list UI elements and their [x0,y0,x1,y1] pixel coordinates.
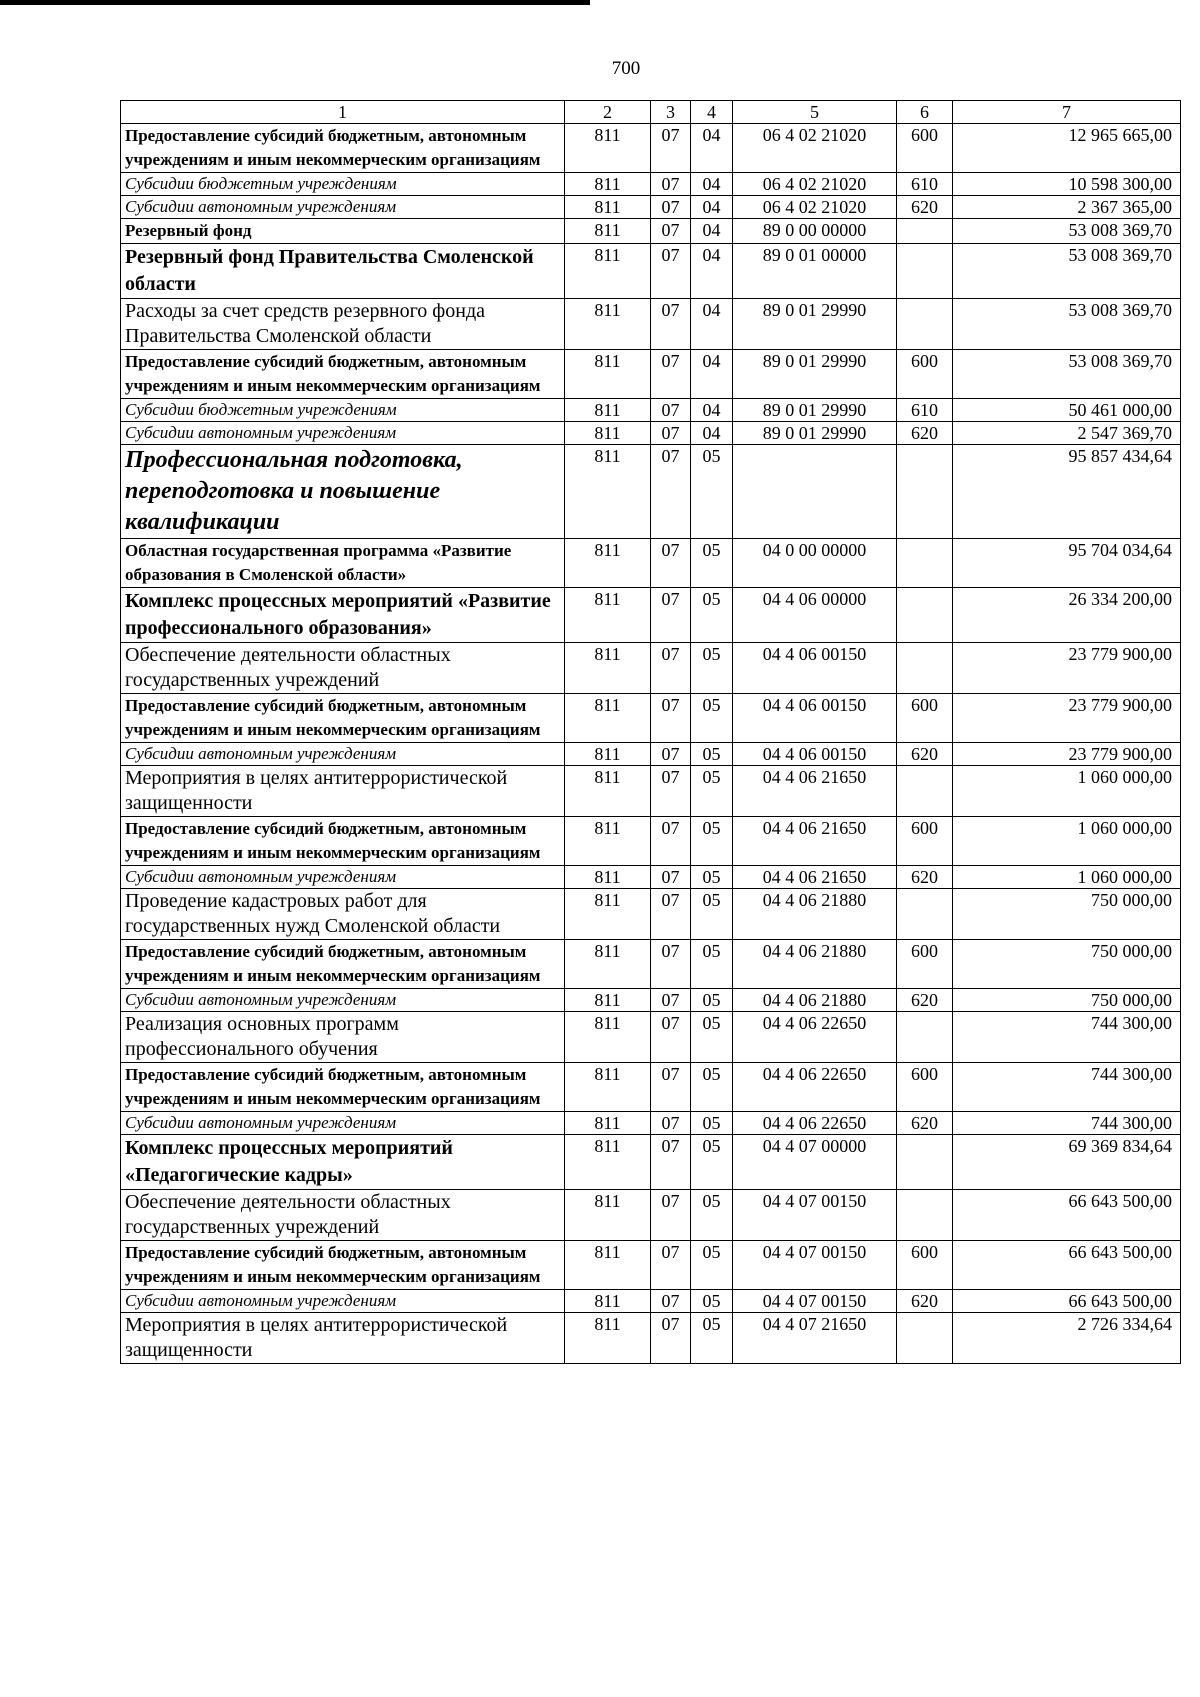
row-section-cell: 07 [651,940,691,989]
header-col-6: 6 [897,101,953,124]
row-expense-type-cell: 620 [897,989,953,1012]
row-ministry-code-cell: 811 [565,445,651,539]
row-section-cell: 07 [651,399,691,422]
row-section-cell: 07 [651,299,691,350]
row-name-cell: Мероприятия в целях антитеррористической защищенности [121,1313,565,1364]
row-target-article-cell: 04 4 06 00150 [733,643,897,694]
row-target-article-cell [733,445,897,539]
row-ministry-code-cell: 811 [565,989,651,1012]
row-expense-type-cell [897,643,953,694]
row-subsection-cell: 05 [691,1290,733,1313]
row-name-cell: Обеспечение деятельности областных государственных учреждений [121,1190,565,1241]
row-expense-type-cell: 600 [897,817,953,866]
row-ministry-code-cell: 811 [565,1063,651,1112]
row-target-article-cell: 06 4 02 21020 [733,196,897,219]
row-subsection-cell: 05 [691,1313,733,1364]
row-expense-type-cell: 620 [897,1290,953,1313]
header-col-4: 4 [691,101,733,124]
row-expense-type-cell [897,1190,953,1241]
row-amount-cell: 744 300,00 [953,1112,1181,1135]
row-target-article-cell: 04 4 06 00150 [733,694,897,743]
row-ministry-code-cell: 811 [565,1290,651,1313]
table-row [121,1063,1181,1112]
row-section-cell: 07 [651,1290,691,1313]
header-col-5: 5 [733,101,897,124]
row-expense-type-cell: 610 [897,173,953,196]
row-expense-type-cell: 620 [897,1112,953,1135]
table-row [121,743,1181,766]
row-name-cell: Субсидии бюджетным учреждениям [121,399,565,422]
row-expense-type-cell: 600 [897,940,953,989]
table-row [121,299,1181,350]
row-subsection-cell: 05 [691,866,733,889]
row-name-cell: Расходы за счет средств резервного фонда Правительства Смоленской области [121,299,565,350]
row-amount-cell: 53 008 369,70 [953,219,1181,244]
row-amount-cell: 12 965 665,00 [953,124,1181,173]
row-expense-type-cell [897,244,953,299]
row-ministry-code-cell: 811 [565,1313,651,1364]
row-subsection-cell: 05 [691,588,733,643]
table-row [121,1190,1181,1241]
row-expense-type-cell: 610 [897,399,953,422]
table-row [121,1313,1181,1364]
row-amount-cell: 10 598 300,00 [953,173,1181,196]
row-target-article-cell: 06 4 02 21020 [733,173,897,196]
row-expense-type-cell: 600 [897,350,953,399]
row-amount-cell: 1 060 000,00 [953,866,1181,889]
row-subsection-cell: 05 [691,766,733,817]
row-name-cell: Резервный фонд [121,219,565,244]
row-target-article-cell: 89 0 01 29990 [733,422,897,445]
row-amount-cell: 2 367 365,00 [953,196,1181,219]
row-expense-type-cell: 620 [897,743,953,766]
row-name-cell: Обеспечение деятельности областных государственных учреждений [121,643,565,694]
row-section-cell: 07 [651,539,691,588]
row-amount-cell: 23 779 900,00 [953,743,1181,766]
row-amount-cell: 95 857 434,64 [953,445,1181,539]
row-ministry-code-cell: 811 [565,350,651,399]
row-ministry-code-cell: 811 [565,1241,651,1290]
row-ministry-code-cell: 811 [565,743,651,766]
row-ministry-code-cell: 811 [565,219,651,244]
row-subsection-cell: 04 [691,350,733,399]
table-row [121,173,1181,196]
row-section-cell: 07 [651,1190,691,1241]
row-section-cell: 07 [651,1135,691,1190]
row-subsection-cell: 04 [691,399,733,422]
row-subsection-cell: 04 [691,124,733,173]
row-subsection-cell: 04 [691,219,733,244]
table-row [121,1135,1181,1190]
row-subsection-cell: 04 [691,244,733,299]
row-section-cell: 07 [651,817,691,866]
row-section-cell: 07 [651,889,691,940]
row-subsection-cell: 05 [691,989,733,1012]
row-name-cell: Субсидии бюджетным учреждениям [121,173,565,196]
row-section-cell: 07 [651,196,691,219]
row-name-cell: Мероприятия в целях антитеррористической защищенности [121,766,565,817]
row-ministry-code-cell: 811 [565,889,651,940]
table-row [121,817,1181,866]
row-amount-cell: 744 300,00 [953,1063,1181,1112]
row-target-article-cell: 04 4 06 21650 [733,766,897,817]
budget-table [120,100,1181,1364]
row-name-cell: Реализация основных программ профессионального обучения [121,1012,565,1063]
table-row [121,350,1181,399]
row-amount-cell: 1 060 000,00 [953,817,1181,866]
row-name-cell: Предоставление субсидий бюджетным, автономным учреждениям и иным некоммерческим организациям [121,350,565,399]
table-row [121,219,1181,244]
row-target-article-cell: 04 4 06 00150 [733,743,897,766]
row-ministry-code-cell: 811 [565,399,651,422]
row-ministry-code-cell: 811 [565,1190,651,1241]
row-section-cell: 07 [651,244,691,299]
row-target-article-cell: 04 4 07 00150 [733,1241,897,1290]
row-expense-type-cell [897,1135,953,1190]
row-expense-type-cell: 620 [897,866,953,889]
table-row [121,422,1181,445]
table-row [121,866,1181,889]
header-col-1: 1 [121,101,565,124]
row-subsection-cell: 04 [691,299,733,350]
row-amount-cell: 26 334 200,00 [953,588,1181,643]
row-section-cell: 07 [651,1241,691,1290]
row-expense-type-cell [897,219,953,244]
row-target-article-cell: 06 4 02 21020 [733,124,897,173]
row-target-article-cell: 04 4 06 22650 [733,1112,897,1135]
row-amount-cell: 744 300,00 [953,1012,1181,1063]
row-section-cell: 07 [651,1012,691,1063]
row-amount-cell: 69 369 834,64 [953,1135,1181,1190]
row-section-cell: 07 [651,866,691,889]
row-section-cell: 07 [651,694,691,743]
row-section-cell: 07 [651,173,691,196]
row-subsection-cell: 05 [691,643,733,694]
row-target-article-cell: 04 4 07 00000 [733,1135,897,1190]
row-amount-cell: 750 000,00 [953,889,1181,940]
row-target-article-cell: 04 4 06 21880 [733,989,897,1012]
row-subsection-cell: 04 [691,196,733,219]
row-name-cell: Проведение кадастровых работ для государственных нужд Смоленской области [121,889,565,940]
row-name-cell: Субсидии автономным учреждениям [121,989,565,1012]
row-name-cell: Субсидии автономным учреждениям [121,743,565,766]
row-name-cell: Предоставление субсидий бюджетным, автономным учреждениям и иным некоммерческим организациям [121,817,565,866]
row-amount-cell: 23 779 900,00 [953,694,1181,743]
row-subsection-cell: 05 [691,1012,733,1063]
header-col-2: 2 [565,101,651,124]
row-ministry-code-cell: 811 [565,643,651,694]
row-subsection-cell: 05 [691,445,733,539]
row-section-cell: 07 [651,766,691,817]
row-amount-cell: 53 008 369,70 [953,244,1181,299]
row-amount-cell: 2 547 369,70 [953,422,1181,445]
header-col-7: 7 [953,101,1181,124]
row-target-article-cell: 04 4 06 22650 [733,1063,897,1112]
row-ministry-code-cell: 811 [565,1112,651,1135]
row-section-cell: 07 [651,350,691,399]
table-row [121,196,1181,219]
row-name-cell: Областная государственная программа «Развитие образования в Смоленской области» [121,539,565,588]
row-target-article-cell: 04 4 06 21650 [733,866,897,889]
row-expense-type-cell: 600 [897,1063,953,1112]
row-expense-type-cell [897,766,953,817]
row-target-article-cell: 04 4 06 22650 [733,1012,897,1063]
row-target-article-cell: 04 4 07 21650 [733,1313,897,1364]
row-target-article-cell: 89 0 01 00000 [733,244,897,299]
row-target-article-cell: 04 4 06 21650 [733,817,897,866]
row-ministry-code-cell: 811 [565,124,651,173]
row-subsection-cell: 05 [691,1063,733,1112]
row-section-cell: 07 [651,1112,691,1135]
row-expense-type-cell: 600 [897,1241,953,1290]
row-name-cell: Предоставление субсидий бюджетным, автономным учреждениям и иным некоммерческим организациям [121,124,565,173]
row-target-article-cell: 89 0 00 00000 [733,219,897,244]
row-ministry-code-cell: 811 [565,817,651,866]
table-row [121,989,1181,1012]
row-target-article-cell: 04 4 07 00150 [733,1290,897,1313]
table-row [121,694,1181,743]
row-expense-type-cell [897,588,953,643]
row-amount-cell: 95 704 034,64 [953,539,1181,588]
row-subsection-cell: 05 [691,817,733,866]
table-row [121,1241,1181,1290]
row-subsection-cell: 05 [691,940,733,989]
table-body [121,124,1181,1364]
row-amount-cell: 1 060 000,00 [953,766,1181,817]
row-target-article-cell: 04 4 06 00000 [733,588,897,643]
row-target-article-cell: 89 0 01 29990 [733,350,897,399]
row-name-cell: Субсидии автономным учреждениям [121,866,565,889]
row-section-cell: 07 [651,445,691,539]
row-ministry-code-cell: 811 [565,1012,651,1063]
row-expense-type-cell: 600 [897,694,953,743]
row-subsection-cell: 05 [691,539,733,588]
table-row [121,244,1181,299]
row-expense-type-cell: 600 [897,124,953,173]
row-subsection-cell: 04 [691,173,733,196]
row-subsection-cell: 05 [691,1135,733,1190]
table-row [121,445,1181,539]
table-row [121,399,1181,422]
row-section-cell: 07 [651,989,691,1012]
row-ministry-code-cell: 811 [565,694,651,743]
table-header-row [121,101,1181,124]
row-amount-cell: 23 779 900,00 [953,643,1181,694]
row-ministry-code-cell: 811 [565,940,651,989]
table-row [121,588,1181,643]
row-amount-cell: 66 643 500,00 [953,1290,1181,1313]
row-expense-type-cell [897,889,953,940]
scan-top-border [0,0,590,5]
row-name-cell: Предоставление субсидий бюджетным, автономным учреждениям и иным некоммерческим организациям [121,694,565,743]
table-row [121,940,1181,989]
row-target-article-cell: 04 4 07 00150 [733,1190,897,1241]
row-subsection-cell: 05 [691,1190,733,1241]
row-expense-type-cell [897,445,953,539]
table-row [121,124,1181,173]
row-name-cell: Профессиональная подготовка, переподготовка и повышение квалификации [121,445,565,539]
row-subsection-cell: 05 [691,694,733,743]
row-ministry-code-cell: 811 [565,588,651,643]
table-row [121,1290,1181,1313]
row-section-cell: 07 [651,219,691,244]
row-amount-cell: 53 008 369,70 [953,350,1181,399]
header-col-3: 3 [651,101,691,124]
row-ministry-code-cell: 811 [565,1135,651,1190]
row-name-cell: Предоставление субсидий бюджетным, автономным учреждениям и иным некоммерческим организациям [121,1063,565,1112]
table-row [121,1112,1181,1135]
table-row [121,643,1181,694]
row-name-cell: Предоставление субсидий бюджетным, автономным учреждениям и иным некоммерческим организациям [121,940,565,989]
row-section-cell: 07 [651,588,691,643]
row-name-cell: Комплекс процессных мероприятий «Педагогические кадры» [121,1135,565,1190]
table-row [121,539,1181,588]
row-expense-type-cell: 620 [897,196,953,219]
table-row [121,1012,1181,1063]
table-row [121,766,1181,817]
row-expense-type-cell [897,1012,953,1063]
row-name-cell: Предоставление субсидий бюджетным, автономным учреждениям и иным некоммерческим организациям [121,1241,565,1290]
row-ministry-code-cell: 811 [565,196,651,219]
row-section-cell: 07 [651,1313,691,1364]
row-name-cell: Резервный фонд Правительства Смоленской области [121,244,565,299]
row-target-article-cell: 04 4 06 21880 [733,940,897,989]
row-subsection-cell: 05 [691,1241,733,1290]
row-section-cell: 07 [651,743,691,766]
row-target-article-cell: 04 0 00 00000 [733,539,897,588]
row-expense-type-cell: 620 [897,422,953,445]
row-expense-type-cell [897,539,953,588]
row-amount-cell: 66 643 500,00 [953,1241,1181,1290]
row-section-cell: 07 [651,124,691,173]
row-section-cell: 07 [651,422,691,445]
row-section-cell: 07 [651,643,691,694]
row-target-article-cell: 04 4 06 21880 [733,889,897,940]
row-name-cell: Субсидии автономным учреждениям [121,422,565,445]
row-section-cell: 07 [651,1063,691,1112]
row-name-cell: Комплекс процессных мероприятий «Развитие профессионального образования» [121,588,565,643]
row-amount-cell: 2 726 334,64 [953,1313,1181,1364]
row-target-article-cell: 89 0 01 29990 [733,299,897,350]
row-target-article-cell: 89 0 01 29990 [733,399,897,422]
page-number: 700 [611,58,641,79]
row-ministry-code-cell: 811 [565,244,651,299]
row-amount-cell: 66 643 500,00 [953,1190,1181,1241]
table-row [121,889,1181,940]
row-amount-cell: 750 000,00 [953,989,1181,1012]
row-expense-type-cell [897,1313,953,1364]
row-subsection-cell: 05 [691,889,733,940]
row-amount-cell: 50 461 000,00 [953,399,1181,422]
row-amount-cell: 53 008 369,70 [953,299,1181,350]
row-ministry-code-cell: 811 [565,866,651,889]
row-name-cell: Субсидии автономным учреждениям [121,1112,565,1135]
row-subsection-cell: 05 [691,1112,733,1135]
row-subsection-cell: 04 [691,422,733,445]
row-name-cell: Субсидии автономным учреждениям [121,1290,565,1313]
row-ministry-code-cell: 811 [565,766,651,817]
row-ministry-code-cell: 811 [565,539,651,588]
row-ministry-code-cell: 811 [565,173,651,196]
row-amount-cell: 750 000,00 [953,940,1181,989]
row-ministry-code-cell: 811 [565,422,651,445]
row-ministry-code-cell: 811 [565,299,651,350]
row-expense-type-cell [897,299,953,350]
row-subsection-cell: 05 [691,743,733,766]
row-name-cell: Субсидии автономным учреждениям [121,196,565,219]
